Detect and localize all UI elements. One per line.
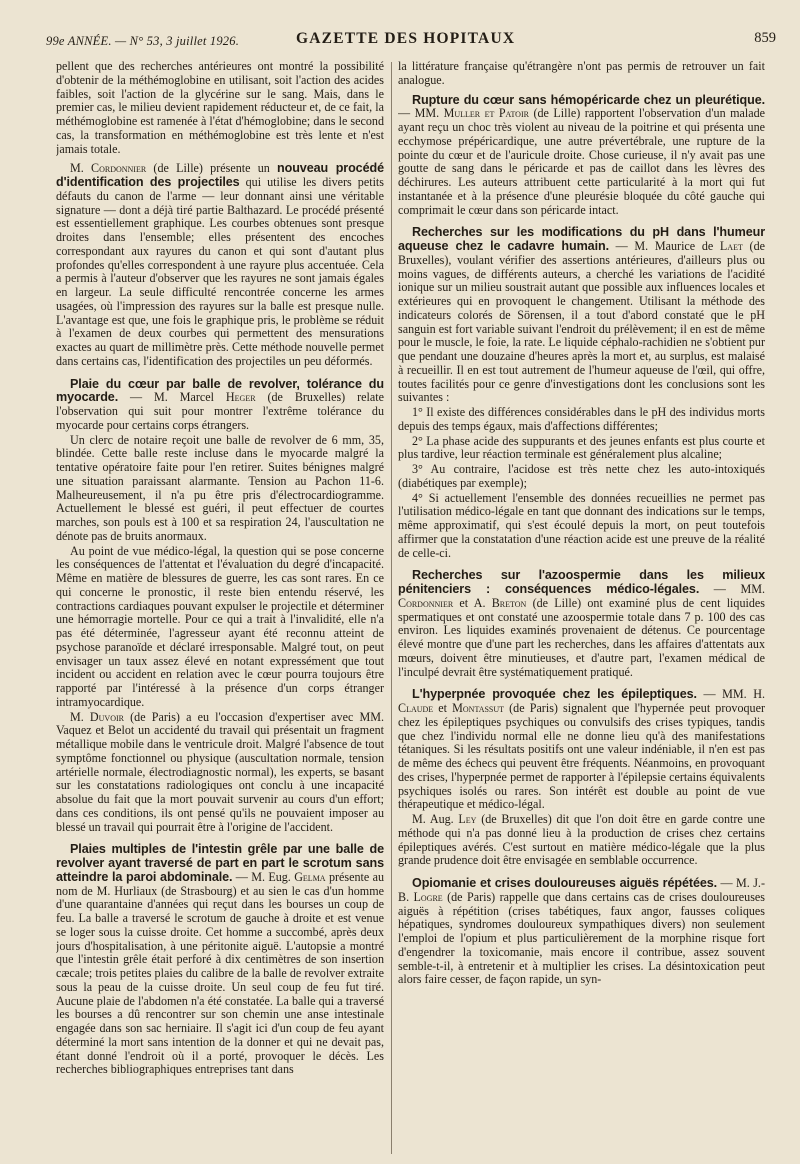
article-body: présente au nom de M. Hurliaux (de Strasbourg) et au sien le cas d'un homme d'une quarantaine d'années qui reçut dans les bourses un coup de feu. La balle a traversé le scrotum de gauche à droite et est venue se loger sous la cuisse droite. Cet homme a succombé, après deux jours d'hospitalisation, à une péritonite aiguë. L'autopsie a montré que l'intestin grêle était perforé à dix centimètres de son insertion cæcale; trois petites plaies du calibre de la balle de revolver extraite sous la peau de la cuisse droite. Un seul coup de feu fut tiré. Aucune plaie de l'abdomen n'a été constatée. La balle qui a traversé les bourses a dû rencontrer sur son chemin une anse intestinale engagée dans son sac herniaire. Il s'agit ici d'un coup de feu ayant déterminé la mort sans intention de la donner et qui ne devait pas, étant donné l'endroit où il a porté, provoquer le décès. Les recherches bibliographiques entreprises tant dans (56, 869, 384, 1077)
article-lead: M. Aug. (412, 812, 459, 826)
conclusion-item: 2° La phase acide des suppurants et des jeunes enfants est plus courte et plus tardive, leur réaction terminale est généralement plus alcaline; (398, 433, 765, 462)
article-title: L'hyperpnée provoquée chez les épileptiques. (412, 687, 697, 702)
article-title: Plaie du cœur par balle de revolver, tolérance du myocarde. (56, 376, 384, 405)
article-rupture-coeur (398, 94, 765, 218)
article-ph-humeur (398, 226, 765, 405)
paragraph (398, 813, 765, 868)
article-title: Opiomanie et crises douloureuses aiguës répétées. (412, 876, 718, 890)
article-projectiles (56, 162, 384, 368)
author-name: Cordonnier (398, 595, 454, 610)
article-body: (de Paris) rappelle que dans certains cas de crises douloureuses aiguës à répétition (crises tabétiques, faux angor, fausses coliques hépatiques, syndromes douloureux sympathiques divers) non seulement l'emploi de l'opium et plus particulièrement de la morphine risque fort d'engendrer la toxicomanie, mais encore il contribue, assez souvent semble-t-il, à entretenir et à multiplier les crises. La désintoxication peut alors faire cesser, de façon rapide, un syn- (398, 889, 765, 987)
article-body: (de Bruxelles), voulant vérifier des assertions antérieures, d'ailleurs plus ou moins vagues, de différents auteurs, a cherché les variations de l'acidité ionique sur un milieu soustrait autant que possible aux influences locales et extérieures qui en provoquent le changement. Utilisant la méthode des indicateurs colorés de Sörensen, il a tout d'abord constaté que le pH sanguin est fort variable suivant l'endroit du prélèvement; il en est de même pour le muscle, le foie, la rate. Le liquide céphalo-rachidien ne s'obtient pur que pendant une douzaine d'heures après la mort et, au surplus, est malaisé à recueillir. Il en est tout autrement de l'humeur aqueuse de l'œil, qui offre, toutes facilités pour ce genre d'investigations dont les conclusions sont les suivantes : (398, 239, 765, 405)
article-body: qui utilise les divers petits défauts du canon de l'arme — leur donnant ainsi une véritable signature — dont a déjà tiré partie Balthazard. Le procédé présenté est essentiellement graphique. Les courbes obtenues sont presque droites dans l'ensemble; elles présentent des encoches correspondant aux rayures du canon et qui sont d'autant plus profondes qu'elles correspondent à une rayure plus accentuée. Cela a permis à l'auteur d'observer que les rayures ne sont jamais égales en largeur. La seule difficulté rencontrée concerne les armes usagées, où l'impression des rayures sur la balle est presque nulle. L'avantage est que, une fois le graphique pris, le problème se réduit à l'examen de deux courbes qui permettent des mensurations exactes au quart de millimètre près. Cette méthode nouvelle permet dans certains cas, l'identification des projectiles un peu déformés. (56, 175, 384, 368)
conclusion-item: 3° Au contraire, l'acidose est très nette chez les auto-intoxiqués (diabétiques par exemple); (398, 462, 765, 490)
article-plaies-intestin (56, 843, 384, 1077)
article-lead: — M. Maurice de (608, 239, 720, 253)
article-hyperpnee (398, 688, 765, 812)
article-lead: — MM. (699, 582, 765, 596)
article-body: (de Bruxelles) relate l'observation qui suit pour montrer l'extrême tolérance du myocarde pour certains corps étrangers. (56, 390, 384, 432)
article-lead: et (433, 701, 453, 715)
author-name: Duvoir (89, 709, 124, 724)
article-body: (de Lille) rapportent l'observation d'un malade ayant reçu un choc très violent au niveau de la poitrine et qui présenta une ecchymose prépéricardique, une autre prévertébrale, une rupture de la pointe du cœur et de l'auricule droite. Chose curieuse, il n'y avait pas une goutte de sang dans le péricarde et pas de caillot dans les lèvres des déchirures. Les auteurs attribuent cette particularité à la mort qui fut instantanée et à la présence d'une pleurésie bloquée du côté gauche qui comprimait le cœur dans son péricarde intact. (398, 106, 765, 217)
author-place: (de Lille) présente un (146, 161, 278, 176)
left-column (56, 60, 384, 1156)
article-body: (de Lille) ont examiné plus de cent liquides spermatiques et ont constaté une azoospermie totale dans 7 p. 100 des cas environ. Les liquides examinés provenaient de détenus. Ce pourcentage élevé montre que d'une part les recherches, dans les affaires d'attentats aux mœurs, doivent être minutieuses, et d'autre part, l'examen médical de l'inculpé devrait être systématiquement pratiqué. (398, 595, 765, 679)
author-name: Muller et Patoir (443, 106, 529, 121)
page-number: 859 (754, 30, 776, 46)
column-divider (391, 62, 392, 1154)
article-title: nouveau procédé d'identification des projectiles (56, 161, 384, 189)
article-title: Plaies multiples de l'intestin grêle par une balle de revolver ayant traversé de part en part le scrotum sans atteindre la paroi abdominale. (56, 842, 384, 884)
author-name: Logre (413, 889, 443, 904)
article-azoospermie (398, 569, 765, 679)
article-continuation: la littérature française qu'étrangère n'ont pas permis de retrouver un fait analogue. (398, 60, 765, 87)
article-plaie-coeur (56, 378, 384, 433)
article-title: Recherches sur les modifications du pH dans l'humeur aqueuse chez le cadavre humain. (398, 225, 765, 253)
conclusion-item: 1° Il existe des différences considérables dans le pH des individus morts depuis des temps égaux, mais d'affections différentes; (398, 405, 765, 433)
author-name: Claude (398, 701, 434, 715)
issue-info: 99e ANNÉE. — N° 53, 3 juillet 1926. (46, 34, 240, 48)
article-title: Recherches sur l'azoospermie dans les milieux pénitenciers : conséquences médico-légales. (398, 568, 765, 596)
paragraph: Au point de vue médico-légal, la question qui se pose concerne les conséquences de l'attentat et l'évaluation du degré d'incapacité. Même en matière de blessures de guerre, les cas sont rares. En ce qui concerne le pronostic, il reste bien entendu réservé, les contractions cardiaques pouvant expulser le projectile et déterminer une hémorragie mortelle. Pour ce qui a trait à l'invalidité, elle n'a pas été déterminée, l'agresseur ayant été reconnu atteint de psychose paranoïde et déclaré irresponsable. Malgré tout, on peut envisager un taux assez élevé en notant expressément que tout incident ou accident en relation avec le cœur pourra toujours être rapporté par l'intéressé à la présence d'un corps étranger intramyocardique. (56, 543, 384, 709)
author-name: Ley (458, 812, 477, 826)
article-opiomanie (398, 877, 765, 987)
author-name: Cordonnier (91, 161, 147, 176)
author-name: Breton (491, 595, 527, 610)
author-name: Heger (225, 390, 256, 405)
author-name: Montassut (452, 701, 505, 715)
article-lead: — MM. (398, 106, 444, 121)
article-lead: M. (70, 161, 92, 176)
article-lead: — M. Marcel (118, 390, 226, 405)
article-body: (de Paris) signalent que l'hypernée peut provoquer chez les épileptiques psychiques ou convulsifs des crises typiques, tandis que chez l'individu normal elle ne donne lieu qu'à des manifestations tétaniques. Si les résultats positifs ont une valeur indéniable, il n'en est pas de même des échecs qui peuvent être fréquents. Néanmoins, en provoquant des crises, l'hyperpnée permet de rapporter à l'épilepsie certains équivalents psychiques isolés ou rares. Son intérêt est double au point de vue thérapeutique et médico-légal. (398, 701, 765, 812)
paragraph-body: (de Bruxelles) dit que l'on doit être en garde contre une méthode qui n'a pas donné lieu à la production de crises chez certains épileptiques avérés. C'est surtout en matière médico-légale que la plus grande prudence doit être envisagée en semblable occurrence. (398, 812, 765, 868)
article-lead: — M. J.-B. (398, 876, 765, 904)
conclusion-item: 4° Si actuellement l'ensemble des données recueillies ne permet pas l'utilisation médico-légale en tant que donnant des indications sur le temps, même approximatif, qui s'est écoulé depuis la mort, on peut toutefois affirmer que la constatation d'une réaction acide est une preuve de la réalité de celle-ci. (398, 490, 765, 560)
article-lead: et A. (453, 595, 492, 610)
right-column (398, 60, 765, 1156)
article-lead: — MM. H. (696, 687, 765, 702)
author-name: Laet (719, 239, 743, 253)
article-title: Rupture du cœur sans hémopéricarde chez un pleurétique. (412, 92, 765, 107)
paragraph-body: (de Paris) a eu l'occasion d'expertiser avec MM. Vaquez et Belot un accidenté du travail qui présentait un fragment métallique mobile dans le ventricule droit. Malgré l'absence de tout symptôme fonctionnel ou physique (auscultation normale, tension artérielle normale, électrodiagnostic normal), les experts, se basant sur les constatations radiologiques ont conclu à une incapacité absolue du fait que la mort pouvait survenir au cours d'un effort; dans ces conditions, ils ont pensé qu'ils ne pouvaient imposer au blessé un travail qui pourrait être à l'origine de l'accident. (56, 709, 384, 834)
paragraph (56, 711, 384, 835)
article-continuation: pellent que des recherches antérieures ont montré la possibilité d'obtenir de la méthémoglobine en utilisant, soit l'action des acides faibles, soit l'action de la glycérine sur le sang. Mais, dans le premier cas, le milieu devient rapidement réducteur et, de ce fait, la méthémoglobine est ramenée à l'état d'hémoglobine; dans le second cas, la transformation en méthémoglobine est très lente et n'est jamais totale. (56, 60, 384, 156)
author-name: Gelma (294, 869, 326, 884)
article-lead: — M. Eug. (232, 869, 295, 884)
paragraph: Un clerc de notaire reçoit une balle de revolver de 6 mm, 35, blindée. Cette balle reste incluse dans le myocarde malgré la tentative opératoire faite pour l'en retirer. Suites bénignes malgré une situation paraissant alarmante. Tension au Pachon 11-6. Malheureusement, il n'a pu être pris d'électrocardiogramme. Actuellement le blessé est guéri, il peut effectuer de courtes marches, son pouls est à 100 et sa respiration 24, l'auscultation ne dénote pas de bruits anormaux. (56, 432, 384, 543)
page-header (46, 26, 776, 54)
publication-title: GAZETTE DES HOPITAUX (296, 30, 516, 47)
article-lead: M. (70, 709, 90, 724)
